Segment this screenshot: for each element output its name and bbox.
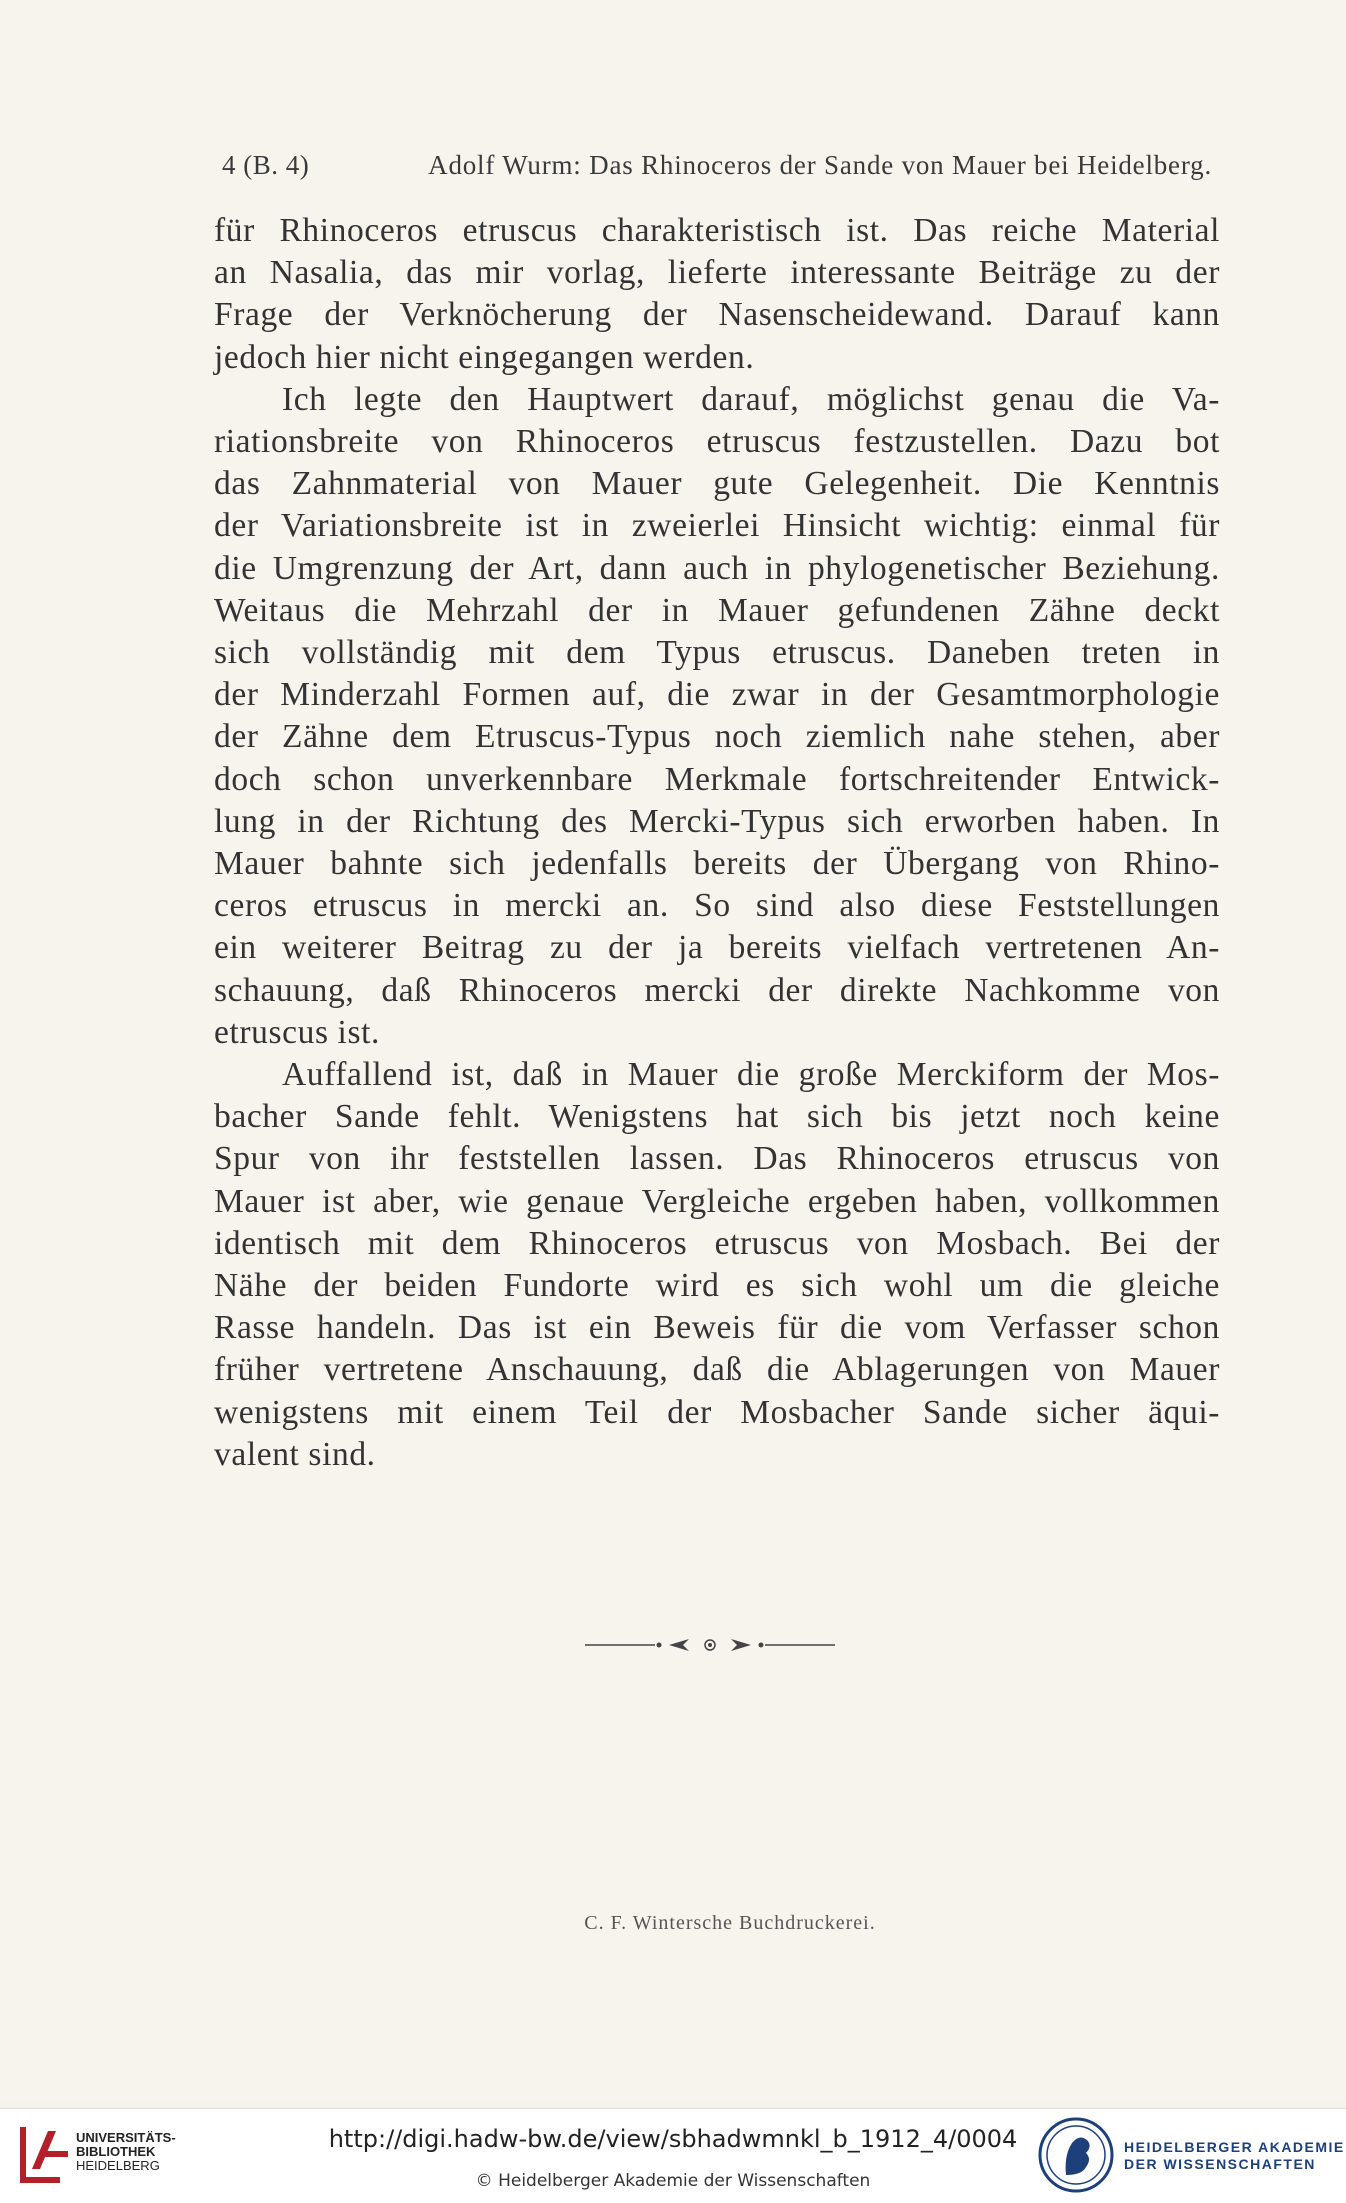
text-line: sich vollständig mit dem Typus etruscus. Daneben treten in — [214, 634, 1220, 672]
ornament-divider-icon — [585, 1635, 835, 1655]
printer-imprint: C. F. Wintersche Buchdruckerei. — [584, 1912, 876, 1934]
text-line: Weitaus die Mehrzahl der in Mauer gefundenen Zähne deckt — [214, 591, 1220, 629]
text-line: Rasse handeln. Das ist ein Beweis für die vom Verfasser schon — [214, 1309, 1220, 1347]
copyright-notice: © Heidelberger Akademie der Wissenschaften — [475, 2171, 871, 2191]
page-reference: 4 (B. 4) — [222, 150, 310, 180]
text-line: Mauer ist aber, wie genaue Vergleiche ergeben haben, vollkommen — [214, 1182, 1220, 1220]
text-line: ceros etruscus in mercki an. So sind also diese Feststellungen — [214, 887, 1220, 925]
text-line: der Zähne dem Etruscus-Typus noch ziemlich nahe stehen, aber — [214, 718, 1220, 756]
text-line: lung in der Richtung des Mercki-Typus sich erworben haben. In — [214, 802, 1220, 840]
text-line: etruscus ist. — [214, 1013, 380, 1051]
text-line: Mauer bahnte sich jedenfalls bereits der Übergang von Rhino- — [214, 845, 1220, 883]
text-line: Spur von ihr feststellen lassen. Das Rhinoceros etruscus von — [214, 1140, 1220, 1178]
text-line: an Nasalia, das mir vorlag, lieferte interessante Beiträge zu der — [214, 254, 1220, 292]
paragraph — [214, 1054, 1220, 1476]
text-line: valent sind. — [214, 1435, 376, 1473]
text-line: der Variationsbreite ist in zweierlei Hinsicht wichtig: einmal für — [214, 507, 1220, 545]
permalink-url[interactable]: http://digi.hadw-bw.de/view/sbhadwmnkl_b_1912_4/0004 — [328, 2125, 1018, 2153]
university-library-name: UNIVERSITÄTS- BIBLIOTHEK HEIDELBERG — [76, 2130, 176, 2173]
text-line: wenigstens mit einem Teil der Mosbacher Sande sicher äqui- — [214, 1393, 1220, 1431]
text-line: Nähe der beiden Fundorte wird es sich wohl um die gleiche — [214, 1267, 1220, 1305]
running-header — [222, 150, 1212, 181]
text-line: Frage der Verknöcherung der Nasenscheidewand. Darauf kann — [214, 296, 1220, 334]
text-line: riationsbreite von Rhinoceros etruscus festzustellen. Dazu bot — [214, 423, 1220, 461]
text-line: ein weiterer Beitrag zu der ja bereits vielfach vertretenen An- — [214, 929, 1220, 967]
text-line: für Rhinoceros etruscus charakteristisch ist. Das reiche Material — [214, 212, 1220, 249]
text-line: schauung, daß Rhinoceros mercki der direkte Nachkomme von — [214, 971, 1220, 1009]
text-line: der Minderzahl Formen auf, die zwar in der Gesamtmorphologie — [214, 676, 1220, 714]
body-text — [214, 210, 1220, 1476]
text-line: Auffallend ist, daß in Mauer die große Merckiform der Mos- — [282, 1056, 1220, 1094]
text-line: identisch mit dem Rhinoceros etruscus von Mosbach. Bei der — [214, 1224, 1220, 1262]
text-line: die Umgrenzung der Art, dann auch in phylogenetischer Beziehung. — [214, 549, 1220, 587]
academy-name: HEIDELBERGER AKADEMIE DER WISSENSCHAFTEN — [1124, 2139, 1345, 2172]
text-line: früher vertretene Anschauung, daß die Ablagerungen von Mauer — [214, 1351, 1220, 1389]
text-line: das Zahnmaterial von Mauer gute Gelegenheit. Die Kenntnis — [214, 465, 1220, 503]
text-line: bacher Sande fehlt. Wenigstens hat sich bis jetzt noch keine — [214, 1098, 1220, 1136]
text-line: jedoch hier nicht eingegangen werden. — [214, 338, 755, 376]
running-title: Adolf Wurm: Das Rhinoceros der Sande von Mauer bei Heidelberg. — [428, 150, 1212, 180]
paragraph — [214, 379, 1220, 1054]
text-line: doch schon unverkennbare Merkmale fortschreitender Entwick- — [214, 760, 1220, 798]
text-line: Ich legte den Hauptwert darauf, möglichst genau die Va- — [282, 380, 1220, 418]
viewer-footer — [0, 2108, 1346, 2203]
paragraph — [214, 210, 1220, 379]
academy-seal-icon — [1036, 2115, 1116, 2195]
